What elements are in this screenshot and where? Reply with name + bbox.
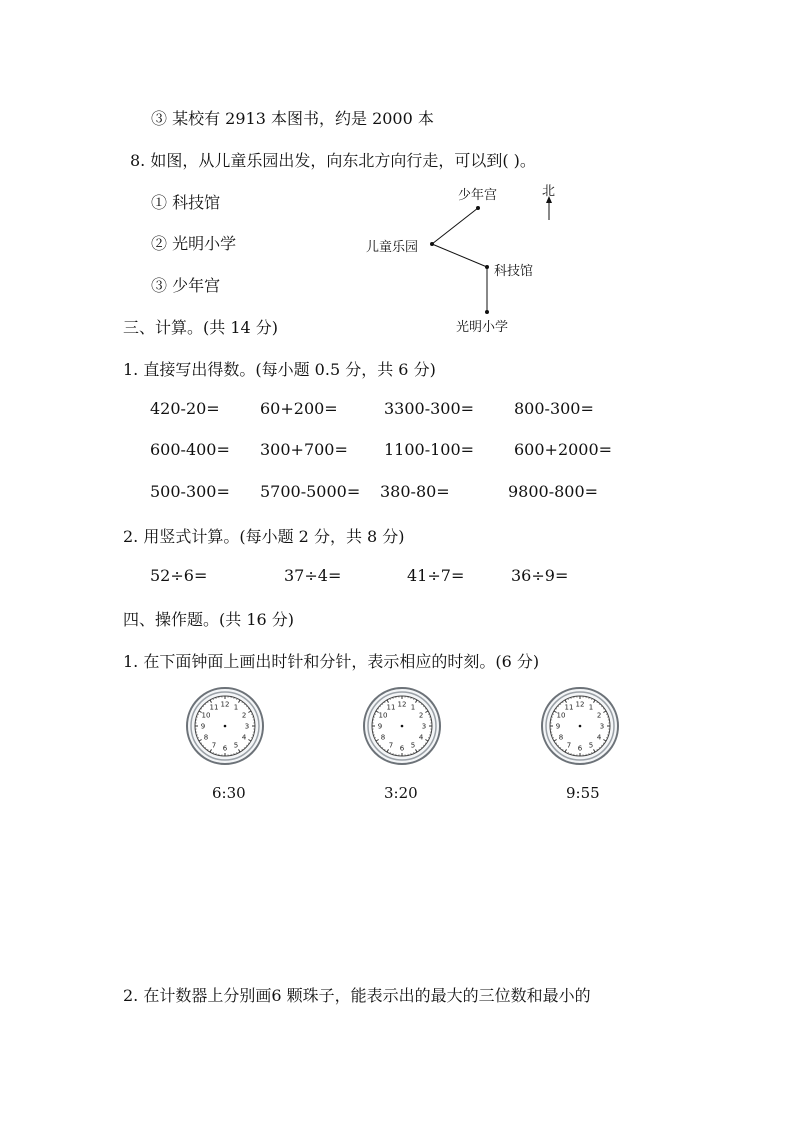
- q8-question: 8. 如图，从儿童乐园出发，向东北方向行走，可以到( )。: [130, 151, 536, 170]
- svg-text:1: 1: [233, 703, 239, 712]
- map-label-playground: 儿童乐园: [366, 240, 419, 255]
- svg-text:11: 11: [564, 703, 574, 712]
- clock-face-3[interactable]: [540, 686, 620, 766]
- calc-item: 60+200=: [260, 399, 338, 418]
- calc-item: 600+2000=: [514, 440, 613, 459]
- division-item: 37÷4=: [284, 566, 342, 585]
- calc-item: 300+700=: [260, 440, 348, 459]
- clock-time-label: 6:30: [212, 784, 246, 802]
- division-item: 36÷9=: [511, 566, 569, 585]
- svg-text:10: 10: [201, 711, 211, 720]
- section-4-q2-title: 2. 在计数器上分别画6 颗珠子，能表示出的最大的三位数和最小的: [123, 986, 591, 1005]
- calc-item: 800-300=: [514, 399, 594, 418]
- svg-text:2: 2: [418, 711, 424, 720]
- north-label: 北: [542, 184, 556, 199]
- clock-face-2[interactable]: [362, 686, 442, 766]
- svg-text:12: 12: [220, 700, 230, 709]
- svg-text:5: 5: [233, 741, 239, 750]
- calc-item: 500-300=: [150, 482, 230, 501]
- svg-text:8: 8: [203, 733, 209, 742]
- calc-item: 420-20=: [150, 399, 220, 418]
- calc-item: 1100-100=: [384, 440, 475, 459]
- map-label-guangming-school: 光明小学: [456, 320, 509, 335]
- svg-text:4: 4: [418, 733, 424, 742]
- q8-option-2: ② 光明小学: [151, 234, 237, 253]
- svg-text:5: 5: [410, 741, 416, 750]
- svg-text:11: 11: [209, 703, 219, 712]
- clock-time-label: 9:55: [566, 784, 600, 802]
- svg-text:12: 12: [575, 700, 585, 709]
- map-point-guangming-school: [485, 310, 489, 314]
- calc-item: 3300-300=: [384, 399, 475, 418]
- svg-text:9: 9: [555, 722, 561, 731]
- svg-text:8: 8: [558, 733, 564, 742]
- q8-option-1: ① 科技馆: [151, 193, 221, 212]
- svg-text:7: 7: [566, 741, 572, 750]
- svg-text:9: 9: [200, 722, 206, 731]
- svg-text:6: 6: [222, 744, 228, 753]
- svg-text:12: 12: [397, 700, 407, 709]
- clock-time-label: 3:20: [384, 784, 418, 802]
- clock-face-1[interactable]: [185, 686, 265, 766]
- svg-text:5: 5: [588, 741, 594, 750]
- svg-text:4: 4: [596, 733, 602, 742]
- svg-text:3: 3: [244, 722, 250, 731]
- map-label-science-museum: 科技馆: [494, 264, 534, 279]
- svg-text:8: 8: [380, 733, 386, 742]
- q7-option-3: ③ 某校有 2913 本图书，约是 2000 本: [151, 109, 434, 128]
- svg-text:9: 9: [377, 722, 383, 731]
- calc-item: 9800-800=: [508, 482, 599, 501]
- svg-text:1: 1: [410, 703, 416, 712]
- svg-text:7: 7: [388, 741, 394, 750]
- section-4-q1-title: 1. 在下面钟面上画出时针和分针，表示相应的时刻。(6 分): [123, 652, 540, 671]
- svg-text:11: 11: [386, 703, 396, 712]
- calc-item: 5700-5000=: [260, 482, 361, 501]
- q8-option-3: ③ 少年宫: [151, 276, 221, 295]
- svg-text:6: 6: [577, 744, 583, 753]
- map-point-youth-palace: [476, 206, 480, 210]
- svg-text:4: 4: [241, 733, 247, 742]
- section-4-title: 四、操作题。(共 16 分): [123, 610, 295, 629]
- svg-text:2: 2: [596, 711, 602, 720]
- svg-text:1: 1: [588, 703, 594, 712]
- svg-text:2: 2: [241, 711, 247, 720]
- section-3-title: 三、计算。(共 14 分): [123, 318, 279, 337]
- svg-text:7: 7: [211, 741, 217, 750]
- map-label-youth-palace: 少年宫: [458, 188, 498, 203]
- map-point-playground: [430, 242, 434, 246]
- calc-item: 600-400=: [150, 440, 230, 459]
- division-item: 52÷6=: [150, 566, 208, 585]
- division-item: 41÷7=: [407, 566, 465, 585]
- svg-text:6: 6: [399, 744, 405, 753]
- svg-text:3: 3: [421, 722, 427, 731]
- svg-text:10: 10: [556, 711, 566, 720]
- svg-text:10: 10: [378, 711, 388, 720]
- calc-item: 380-80=: [380, 482, 450, 501]
- map-point-science-museum: [485, 265, 489, 269]
- svg-text:3: 3: [599, 722, 605, 731]
- section-3-q2-title: 2. 用竖式计算。(每小题 2 分，共 8 分): [123, 527, 405, 546]
- section-3-q1-title: 1. 直接写出得数。(每小题 0.5 分，共 6 分): [123, 360, 436, 379]
